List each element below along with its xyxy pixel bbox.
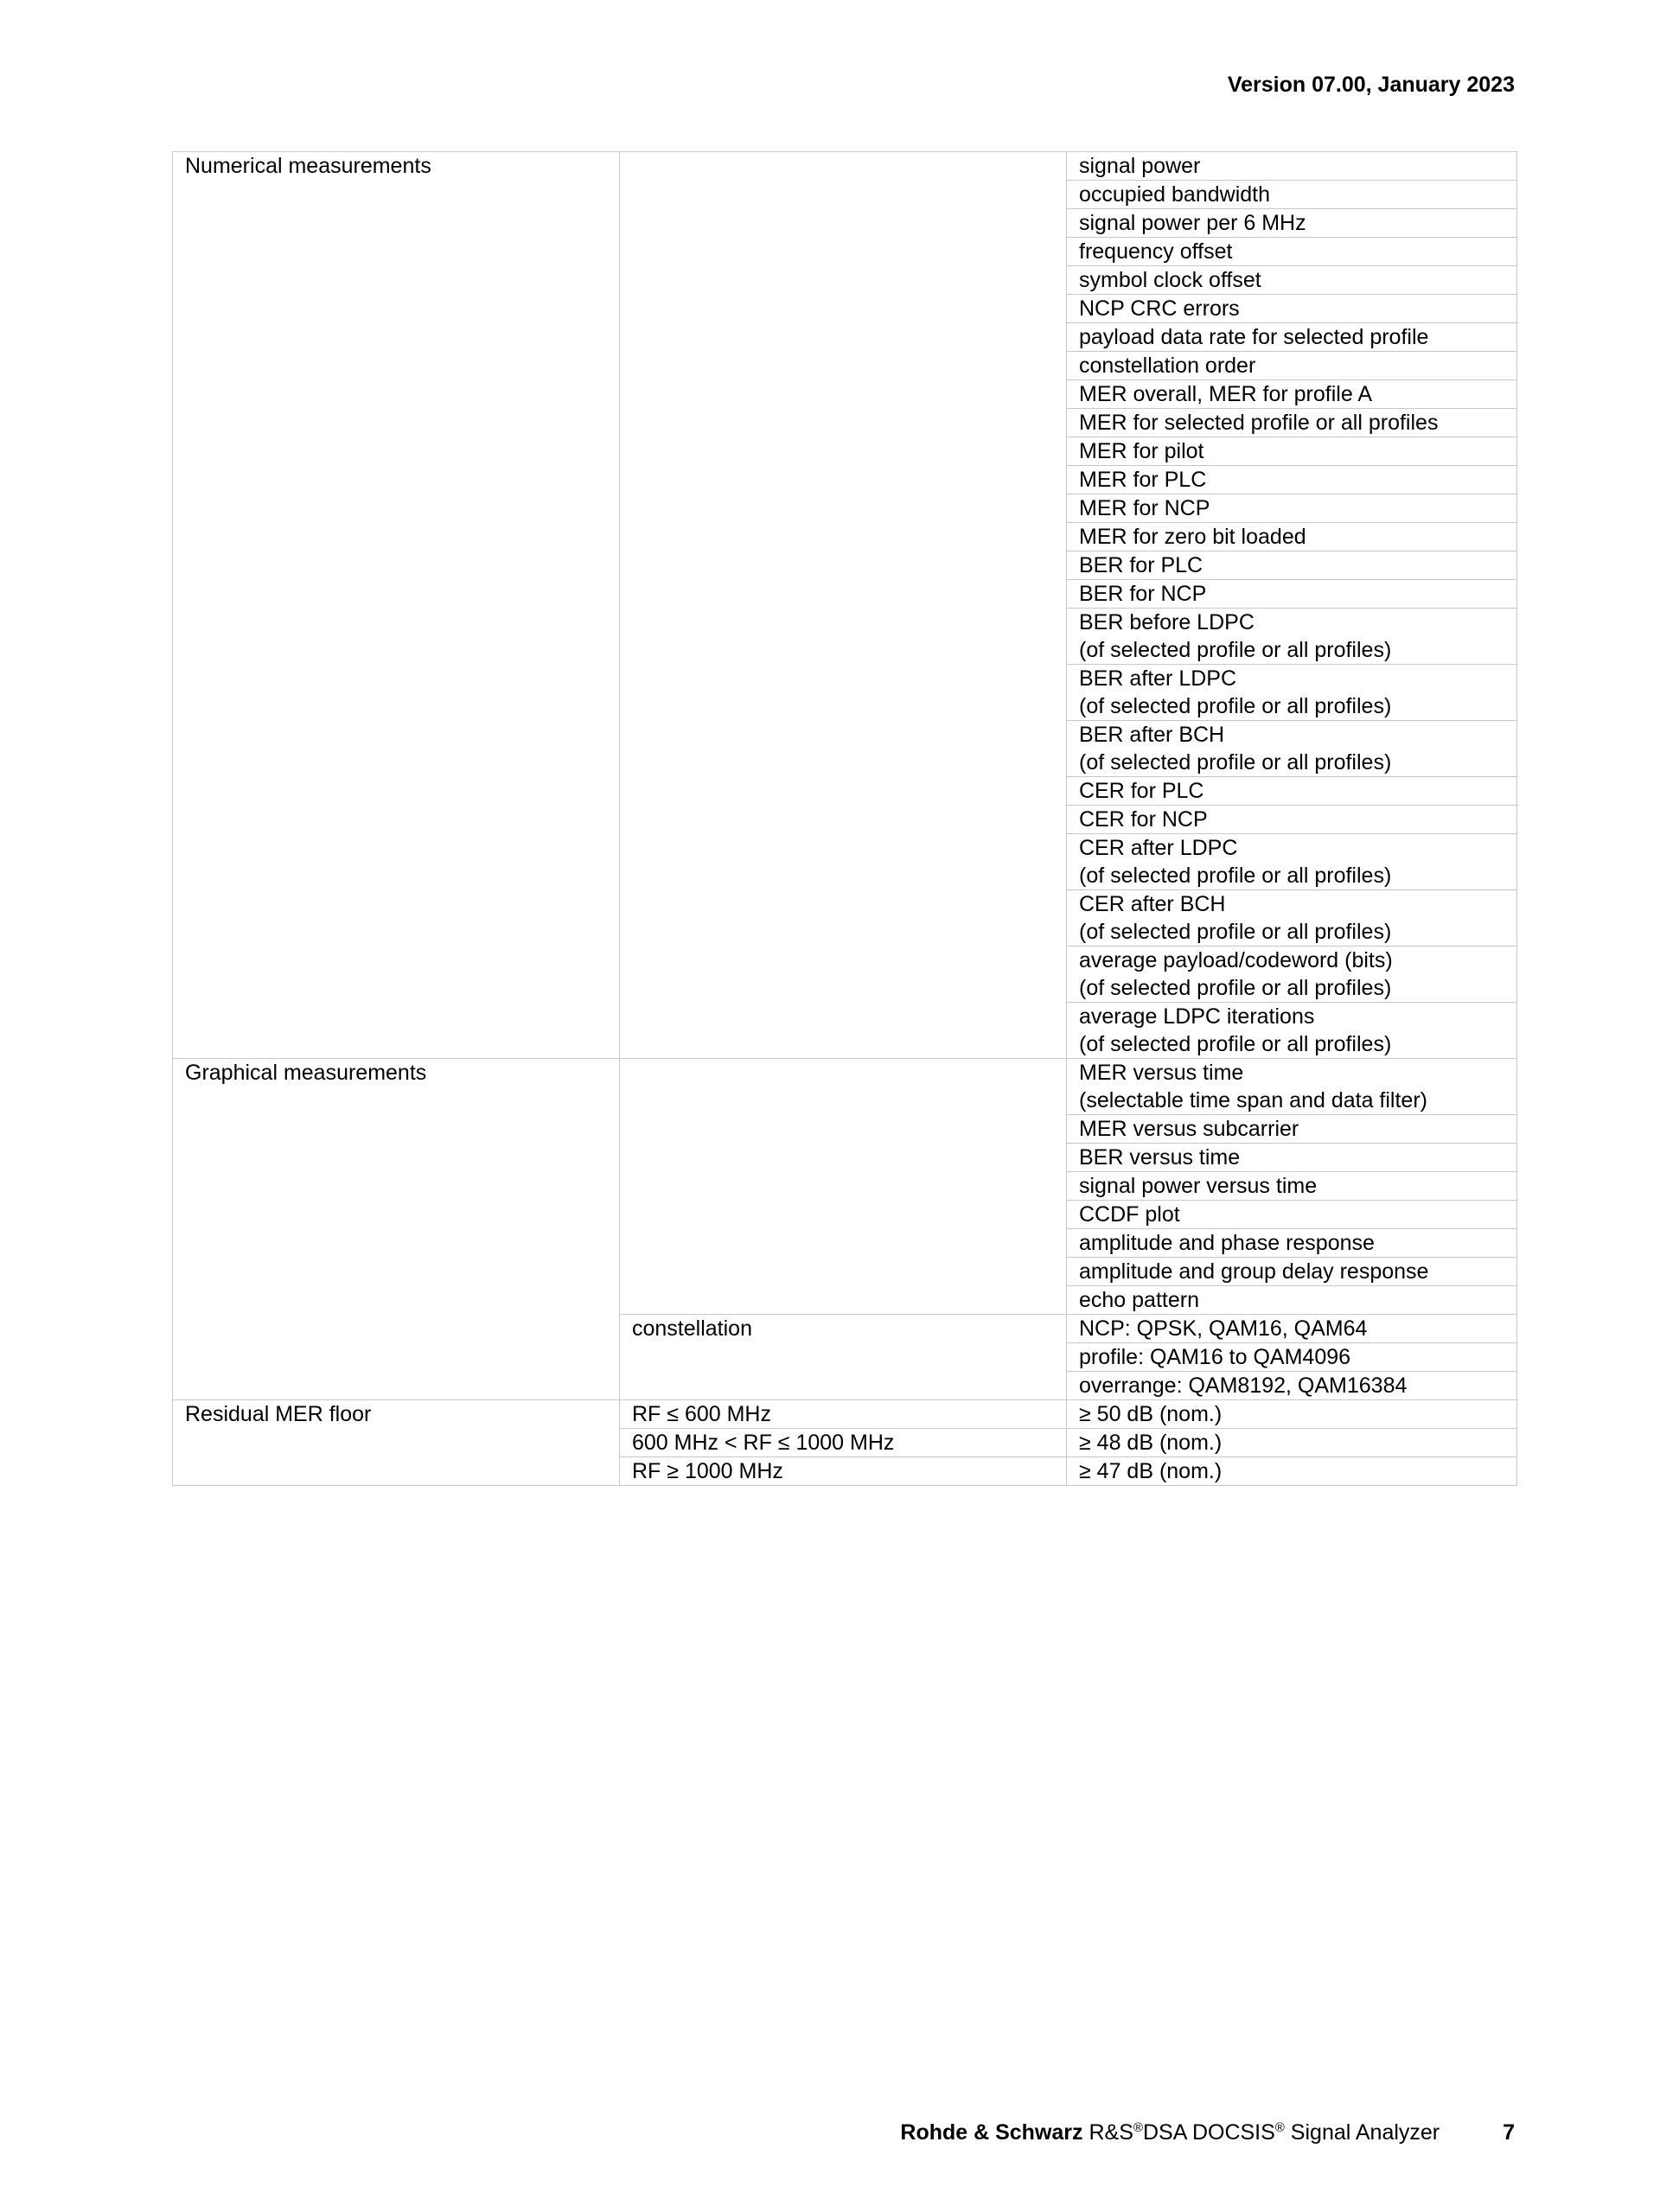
condition-label xyxy=(620,1315,1067,1400)
value-line: CCDF plot xyxy=(1079,1202,1180,1227)
registered-mark: ® xyxy=(1133,2120,1143,2135)
value-line: BER for NCP xyxy=(1079,582,1207,606)
value-cell xyxy=(1067,806,1517,834)
condition-label-text: constellation xyxy=(632,1316,752,1341)
condition-cell xyxy=(620,1457,1067,1486)
value-line: (selectable time span and data filter) xyxy=(1079,1088,1427,1112)
value-line: CER after LDPC xyxy=(1079,836,1238,860)
value-cell xyxy=(1067,1059,1517,1115)
value-line: BER after BCH xyxy=(1079,723,1225,747)
value-cell xyxy=(1067,551,1517,580)
value-line: ≥ 50 dB (nom.) xyxy=(1079,1402,1223,1426)
value-line: MER for PLC xyxy=(1079,468,1207,492)
value-cell xyxy=(1067,152,1517,181)
value-line: constellation order xyxy=(1079,354,1256,378)
condition-cell-text: 600 MHz < RF ≤ 1000 MHz xyxy=(632,1431,895,1455)
value-cell xyxy=(1067,1429,1517,1457)
value-line: ≥ 47 dB (nom.) xyxy=(1079,1459,1223,1483)
value-line: (of selected profile or all profiles) xyxy=(1079,1032,1392,1056)
category-label xyxy=(173,1400,620,1486)
value-cell xyxy=(1067,947,1517,1003)
value-line: MER for zero bit loaded xyxy=(1079,525,1306,549)
value-cell xyxy=(1067,580,1517,609)
value-cell xyxy=(1067,352,1517,380)
value-line: (of selected profile or all profiles) xyxy=(1079,920,1392,944)
value-cell xyxy=(1067,1343,1517,1372)
condition-cell-text: RF ≤ 600 MHz xyxy=(632,1402,771,1426)
value-line: overrange: QAM8192, QAM16384 xyxy=(1079,1374,1408,1398)
value-line: MER overall, MER for profile A xyxy=(1079,382,1372,406)
value-line: MER for selected profile or all profiles xyxy=(1079,411,1439,435)
value-cell xyxy=(1067,609,1517,665)
value-line: BER after LDPC xyxy=(1079,666,1237,691)
value-cell xyxy=(1067,721,1517,777)
value-cell xyxy=(1067,1400,1517,1429)
value-line: CER for NCP xyxy=(1079,807,1208,832)
value-line: (of selected profile or all profiles) xyxy=(1079,864,1392,888)
value-line: signal power versus time xyxy=(1079,1174,1318,1198)
value-cell xyxy=(1067,1315,1517,1343)
value-line: NCP CRC errors xyxy=(1079,296,1240,321)
value-cell xyxy=(1067,295,1517,323)
table-row xyxy=(173,1059,1517,1115)
value-cell xyxy=(1067,494,1517,523)
table-row xyxy=(173,152,1517,181)
value-line: average LDPC iterations xyxy=(1079,1004,1315,1029)
value-line: (of selected profile or all profiles) xyxy=(1079,976,1392,1000)
value-cell xyxy=(1067,380,1517,409)
value-cell xyxy=(1067,1115,1517,1144)
value-cell xyxy=(1067,834,1517,890)
value-cell xyxy=(1067,1457,1517,1486)
category-label xyxy=(173,152,620,1059)
value-line: ≥ 48 dB (nom.) xyxy=(1079,1431,1223,1455)
value-cell xyxy=(1067,437,1517,466)
value-cell xyxy=(1067,890,1517,947)
value-line: amplitude and group delay response xyxy=(1079,1259,1429,1284)
value-cell xyxy=(1067,181,1517,209)
value-cell xyxy=(1067,266,1517,295)
category-label-text: Numerical measurements xyxy=(185,154,431,178)
page-footer xyxy=(900,2120,1515,2145)
value-line: average payload/codeword (bits) xyxy=(1079,948,1393,972)
value-cell xyxy=(1067,1172,1517,1201)
value-cell xyxy=(1067,1229,1517,1258)
value-cell xyxy=(1067,665,1517,721)
value-line: MER for pilot xyxy=(1079,439,1204,463)
value-line: MER versus subcarrier xyxy=(1079,1117,1299,1141)
value-line: echo pattern xyxy=(1079,1288,1199,1312)
value-cell xyxy=(1067,1286,1517,1315)
value-line: CER after BCH xyxy=(1079,892,1226,916)
category-label-text: Residual MER floor xyxy=(185,1402,372,1426)
value-line: (of selected profile or all profiles) xyxy=(1079,750,1392,775)
value-cell xyxy=(1067,1372,1517,1400)
value-line: NCP: QPSK, QAM16, QAM64 xyxy=(1079,1316,1368,1341)
value-line: MER versus time xyxy=(1079,1061,1244,1085)
value-line: symbol clock offset xyxy=(1079,268,1261,292)
value-line: occupied bandwidth xyxy=(1079,182,1270,207)
condition-cell-text: RF ≥ 1000 MHz xyxy=(632,1459,783,1483)
footer-product-prefix: R&S xyxy=(1089,2120,1133,2145)
page-number: 7 xyxy=(1503,2120,1515,2145)
value-cell xyxy=(1067,409,1517,437)
value-cell xyxy=(1067,323,1517,352)
condition-cell xyxy=(620,1400,1067,1429)
category-label xyxy=(173,1059,620,1400)
value-line: MER for NCP xyxy=(1079,496,1210,520)
value-cell xyxy=(1067,1201,1517,1229)
category-label-text: Graphical measurements xyxy=(185,1061,427,1085)
footer-product-suffix: Signal Analyzer xyxy=(1284,2120,1440,2145)
value-cell xyxy=(1067,209,1517,238)
value-cell xyxy=(1067,466,1517,494)
condition-cell xyxy=(620,152,1067,1059)
value-line: (of selected profile or all profiles) xyxy=(1079,694,1392,718)
value-line: BER before LDPC xyxy=(1079,610,1255,634)
condition-cell xyxy=(620,1059,1067,1315)
value-line: BER versus time xyxy=(1079,1145,1241,1170)
value-line: signal power per 6 MHz xyxy=(1079,211,1306,235)
value-line: CER for PLC xyxy=(1079,779,1204,803)
value-line: frequency offset xyxy=(1079,239,1233,264)
condition-cell xyxy=(620,1429,1067,1457)
header-version: Version 07.00, January 2023 xyxy=(1227,73,1515,97)
footer-product xyxy=(1089,2120,1440,2145)
value-cell xyxy=(1067,1144,1517,1172)
value-line: BER for PLC xyxy=(1079,553,1204,577)
specifications-table-body xyxy=(173,152,1517,1486)
value-cell xyxy=(1067,523,1517,551)
value-line: payload data rate for selected profile xyxy=(1079,325,1429,349)
value-cell xyxy=(1067,238,1517,266)
specifications-table xyxy=(172,151,1517,1486)
value-cell xyxy=(1067,777,1517,806)
value-line: signal power xyxy=(1079,154,1201,178)
value-line: amplitude and phase response xyxy=(1079,1231,1375,1255)
table-row xyxy=(173,1400,1517,1429)
value-line: (of selected profile or all profiles) xyxy=(1079,638,1392,662)
value-line: profile: QAM16 to QAM4096 xyxy=(1079,1345,1351,1369)
value-cell xyxy=(1067,1003,1517,1059)
value-cell xyxy=(1067,1258,1517,1286)
footer-product-name: DSA DOCSIS xyxy=(1142,2120,1275,2145)
footer-company: Rohde & Schwarz xyxy=(900,2120,1083,2145)
registered-mark: ® xyxy=(1274,2120,1285,2135)
